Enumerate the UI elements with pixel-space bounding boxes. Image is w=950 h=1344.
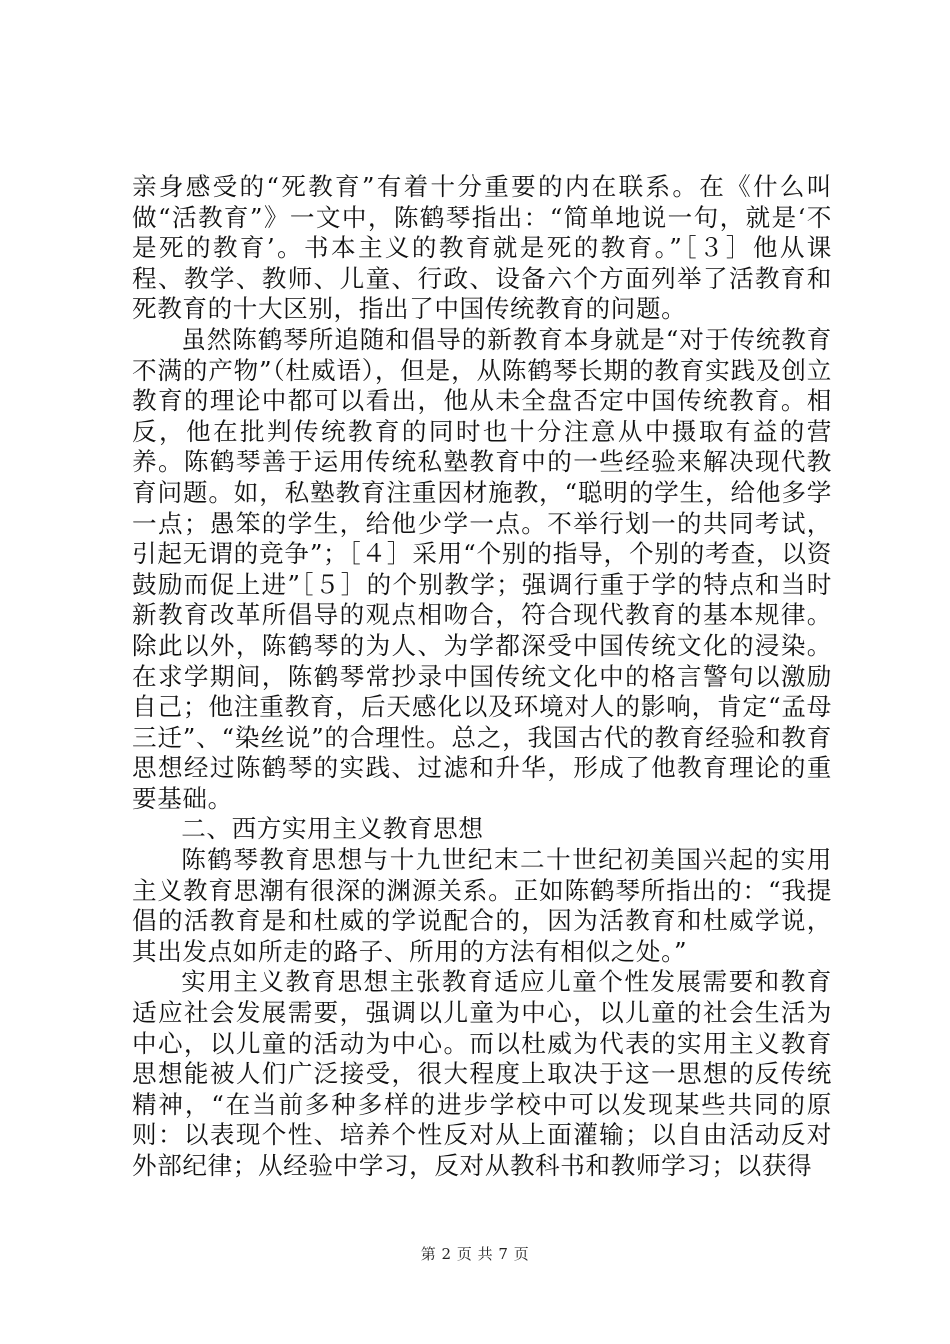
paragraph-traditional-education: 虽然陈鹤琴所追随和倡导的新教育本身就是“对于传统教育不满的产物”（杜威语），但是，从陈鹤琴长期的教育实践及创立教育的理论中都可以看出，他从未全盘否定中国传统教育。相反，他在批判传统教育的同时也十分注意从中摄取有益的营养。陈鹤琴善于运用传统私塾教育中的一些经验来解决现代教育问题。如，私塾教育注重因材施教，“聪明的学生，给他多学一点；愚笨的学生，给他少学一点。不举行划一的共同考试，引起无谓的竞争”；［４］采用“个别的指导，个别的考查，以资鼓励而促上进”［５］的个别教学；强调行重于学的特点和当时新教育改革所倡导的观点相吻合，符合现代教育的基本规律。除此以外，陈鹤琴的为人、为学都深受中国传统文化的浸染。在求学期间，陈鹤琴常抄录中国传统文化中的格言警句以激励自己；他注重教育，后天感化以及环境对人的影响，肯定“孟母三迁”、“染丝说”的合理性。总之，我国古代的教育经验和教育思想经过陈鹤琴的实践、过滤和升华，形成了他教育理论的重要基础。 — [132, 324, 832, 813]
paragraph-pragmatism-principles: 实用主义教育思想主张教育适应儿童个性发展需要和教育适应社会发展需要，强调以儿童为中心，以儿童的社会生活为中心，以儿童的活动为中心。而以杜威为代表的实用主义教育思想能被人们广泛接受，很大程度上取决于这一思想的反传统精神，“在当前多种多样的进步学校中可以发现某些共同的原则：以表现个性、培养个性反对从上面灌输；以自由活动反对外部纪律；从经验中学习，反对从教科书和教师学习；以获得 — [132, 967, 832, 1180]
paragraph-continuation: 亲身感受的“死教育”有着十分重要的内在联系。在《什么叫做“活教育”》一文中，陈鹤琴指出：“简单地说一句，就是‘不是死的教育’。书本主义的教育就是死的教育。”［３］他从课程、教学、教师、儿童、行政、设备六个方面列举了活教育和死教育的十大区别，指出了中国传统教育的问题。 — [132, 172, 832, 324]
page-number-footer: 第 2 页 共 7 页 — [420, 1245, 530, 1263]
document-body — [132, 172, 832, 1182]
paragraph-pragmatism-origin: 陈鹤琴教育思想与十九世纪末二十世纪初美国兴起的实用主义教育思潮有很深的渊源关系。正如陈鹤琴所指出的：“我提倡的活教育是和杜威的学说配合的，因为活教育和杜威学说，其出发点如所走的路子、所用的方法有相似之处。” — [132, 845, 832, 966]
section-heading-western-pragmatism: 二、西方实用主义教育思想 — [181, 814, 484, 844]
